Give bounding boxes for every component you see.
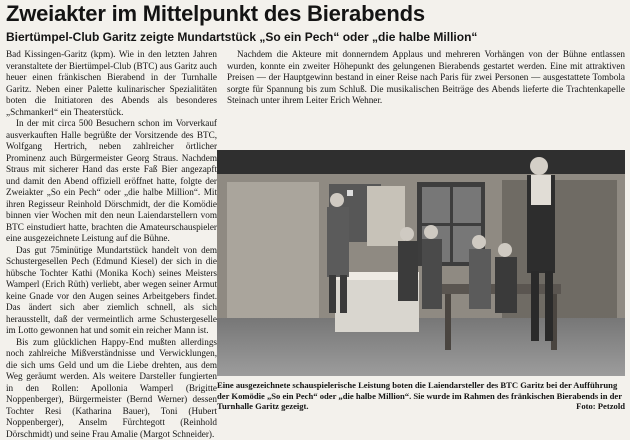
paragraph: Bad Kissingen-Garitz (kpm). Wie in den letzten Jahren veranstaltete der Biertümpel-Club (BTC) aus Garitz auch heuer einen fränkischen Bierabend in der Turnhalle Garitz. Neben einer Palette kulinarischer Spezialitäten boten die Initiatoren des Abends als besonderes „Schmankerl“ ein Theaterstück.	[6, 49, 217, 118]
stage-photo	[217, 150, 625, 376]
caption-text: Eine ausgezeichnete schauspielerische Leistung boten die Laiendarsteller des BTC Garitz bei der Aufführung der Komödie „So ein Pech“ oder „die halbe Million“. Sie wurde im Rahmen des fränkischen Bierabends in der Turnhalle Garitz gezeigt.	[217, 380, 622, 411]
photo-caption	[217, 380, 625, 412]
article-column-left	[6, 49, 217, 440]
article-column-right	[227, 49, 625, 107]
article-subheadline: Biertümpel-Club Garitz zeigte Mundartstück „So ein Pech“ oder „die halbe Million“	[6, 30, 477, 44]
paragraph: Nachdem die Akteure mit donnerndem Applaus und mehreren Vorhängen von der Bühne entlassen wurden, konnte ein zweiter Höhepunkt des gelungenen Bierabends gestartet werden. Eine mit attraktiven Preisen — der Hauptgewinn bestand in einer Reise nach Paris für zwei Personen — ausgestattete Tombola sorgte für Spannung bis zum Schluß. Die musikalischen Beiträge des Abends lieferte die Trachtenkapelle Steinach unter ihrem Leiter Erich Wehner.	[227, 49, 625, 107]
paragraph: In der mit circa 500 Besuchern schon im Vorverkauf ausverkauften Halle begrüßte der Vorsitzende des BTC, Wolfgang Hertrich, neben zahlreicher örtlicher Prominenz auch Bürgermeister Georg Straus. Nachdem Straus mit sicherer Hand das erste Faß Bier angezapft und damit den Abend offiziell eröffnet hatte, folgte der Zweiakter „So ein Pech“ oder „die halbe Million“. Mit ihren Regisseur Reinhold Dörschmidt, der die Komödie binnen vier Wochen mit den neun Laiendarstellern vom BTC einstudiert hatte, brachten die Amateurschauspieler eine ausgezeichnete Leistung auf die Bühne.	[6, 118, 217, 245]
paragraph: Bis zum glücklichen Happy-End mußten allerdings noch zahlreiche Mißverständnisse und Verwicklungen, die sich ums Geld und um die Liebe drehten, aus dem Weg geräumt werden. Als weitere Darsteller fungierten in den Rollen: Apollonia Wamperl (Brigitte Noppenberger), Bürgermeister (Bernd Werner) dessen Tochter Resi (Katharina Bauer), Toni (Hubert Noppenberger), Anselm Fürchtegott (Reinhold Dörschmidt) und seine Frau Amalie (Margot Schneider).	[6, 337, 217, 440]
paragraph: Das gut 75minütige Mundartstück handelt von dem Schustergesellen Pech (Edmund Kiesel) der sich in die hübsche Tochter Kathi (Monika Koch) seines Meisters Wamperl (Erich Rüth) verliebt, aber wegen seiner Armut keine Gnade vor den Augen seines Arbeitgebers findet. Das ändert sich aber ziemlich schnell, als sich herausstellt, daß der vermeintlich arme Schustergeselle im Lotto gewonnen hat und somit ein reicher Mann ist.	[6, 245, 217, 337]
photo-credit: Foto: Petzold	[576, 401, 625, 412]
article-headline: Zweiakter im Mittelpunkt des Bierabends	[6, 2, 425, 26]
